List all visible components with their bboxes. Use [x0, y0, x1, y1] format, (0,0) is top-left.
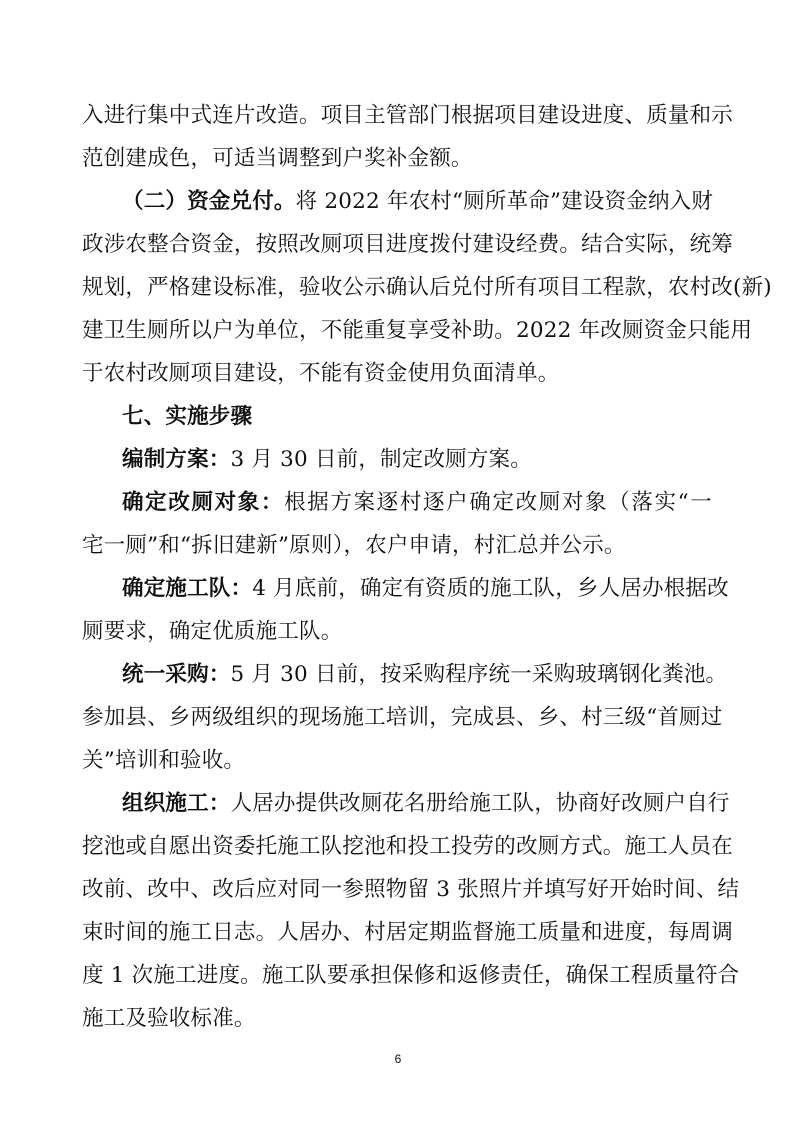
step-heading: 确定改厕对象：: [122, 490, 285, 515]
section-title: 七、实施步骤: [122, 404, 253, 429]
step-plan-line: 编制方案：3 月 30 日前，制定改厕方案。: [122, 447, 532, 472]
section-funding-line: （二）资金兑付。将 2022 年农村“厕所革命”建设资金纳入财: [122, 189, 714, 214]
paragraph-line: 规划，严格建设标准，验收公示确认后兑付所有项目工程款，农村改(新): [82, 275, 772, 300]
paragraph-line: 厕要求，确定优质施工队。: [82, 619, 343, 644]
paragraph-line: 施工及验收标准。: [82, 1006, 256, 1031]
section-heading-funding: （二）资金兑付。: [122, 189, 296, 214]
paragraph-line: 改前、改中、改后应对同一参照物留 3 张照片并填写好开始时间、结: [82, 877, 740, 902]
paragraph-line: 挖池或自愿出资委托施工队挖池和投工投劳的改厕方式。施工人员在: [82, 834, 734, 859]
paragraph-line: 度 1 次施工进度。施工队要承担保修和返修责任，确保工程质量符合: [82, 963, 740, 988]
paragraph-line: 政涉农整合资金，按照改厕项目进度拨付建设经费。结合实际，统筹: [82, 232, 734, 257]
paragraph-line: 参加县、乡两级组织的现场施工培训，完成县、乡、村三级“首厕过: [82, 705, 723, 730]
step-heading: 统一采购：: [122, 662, 231, 687]
step-heading: 编制方案：: [122, 447, 231, 472]
paragraph-line: 建卫生厕所以户为单位，不能重复享受补助。2022 年改厕资金只能用: [82, 318, 753, 343]
step-targets-line: 确定改厕对象：根据方案逐村逐户确定改厕对象（落实“一: [122, 490, 713, 515]
step-heading: 确定施工队：: [122, 576, 253, 601]
step-contractor-line: 确定施工队：4 月底前，确定有资质的施工队，乡人居办根据改: [122, 576, 729, 601]
paragraph-line: 范创建成色，可适当调整到户奖补金额。: [82, 146, 473, 171]
paragraph-line: 入进行集中式连片改造。项目主管部门根据项目建设进度、质量和示: [82, 103, 734, 128]
paragraph-line: 于农村改厕项目建设，不能有资金使用负面清单。: [82, 361, 560, 386]
paragraph-line: 束时间的施工日志。人居办、村居定期监督施工质量和进度，每周调: [82, 920, 734, 945]
step-construction-line: 组织施工：人居办提供改厕花名册给施工队，协商好改厕户自行: [122, 791, 730, 816]
paragraph-line: 宅一厕”和“拆旧建新”原则），农户申请，村汇总并公示。: [82, 533, 626, 558]
page-number: 6: [394, 1052, 402, 1066]
paragraph-line: 关”培训和验收。: [82, 748, 246, 773]
step-procurement-line: 统一采购：5 月 30 日前，按采购程序统一采购玻璃钢化粪池。: [122, 662, 728, 687]
step-heading: 组织施工：: [122, 791, 231, 816]
